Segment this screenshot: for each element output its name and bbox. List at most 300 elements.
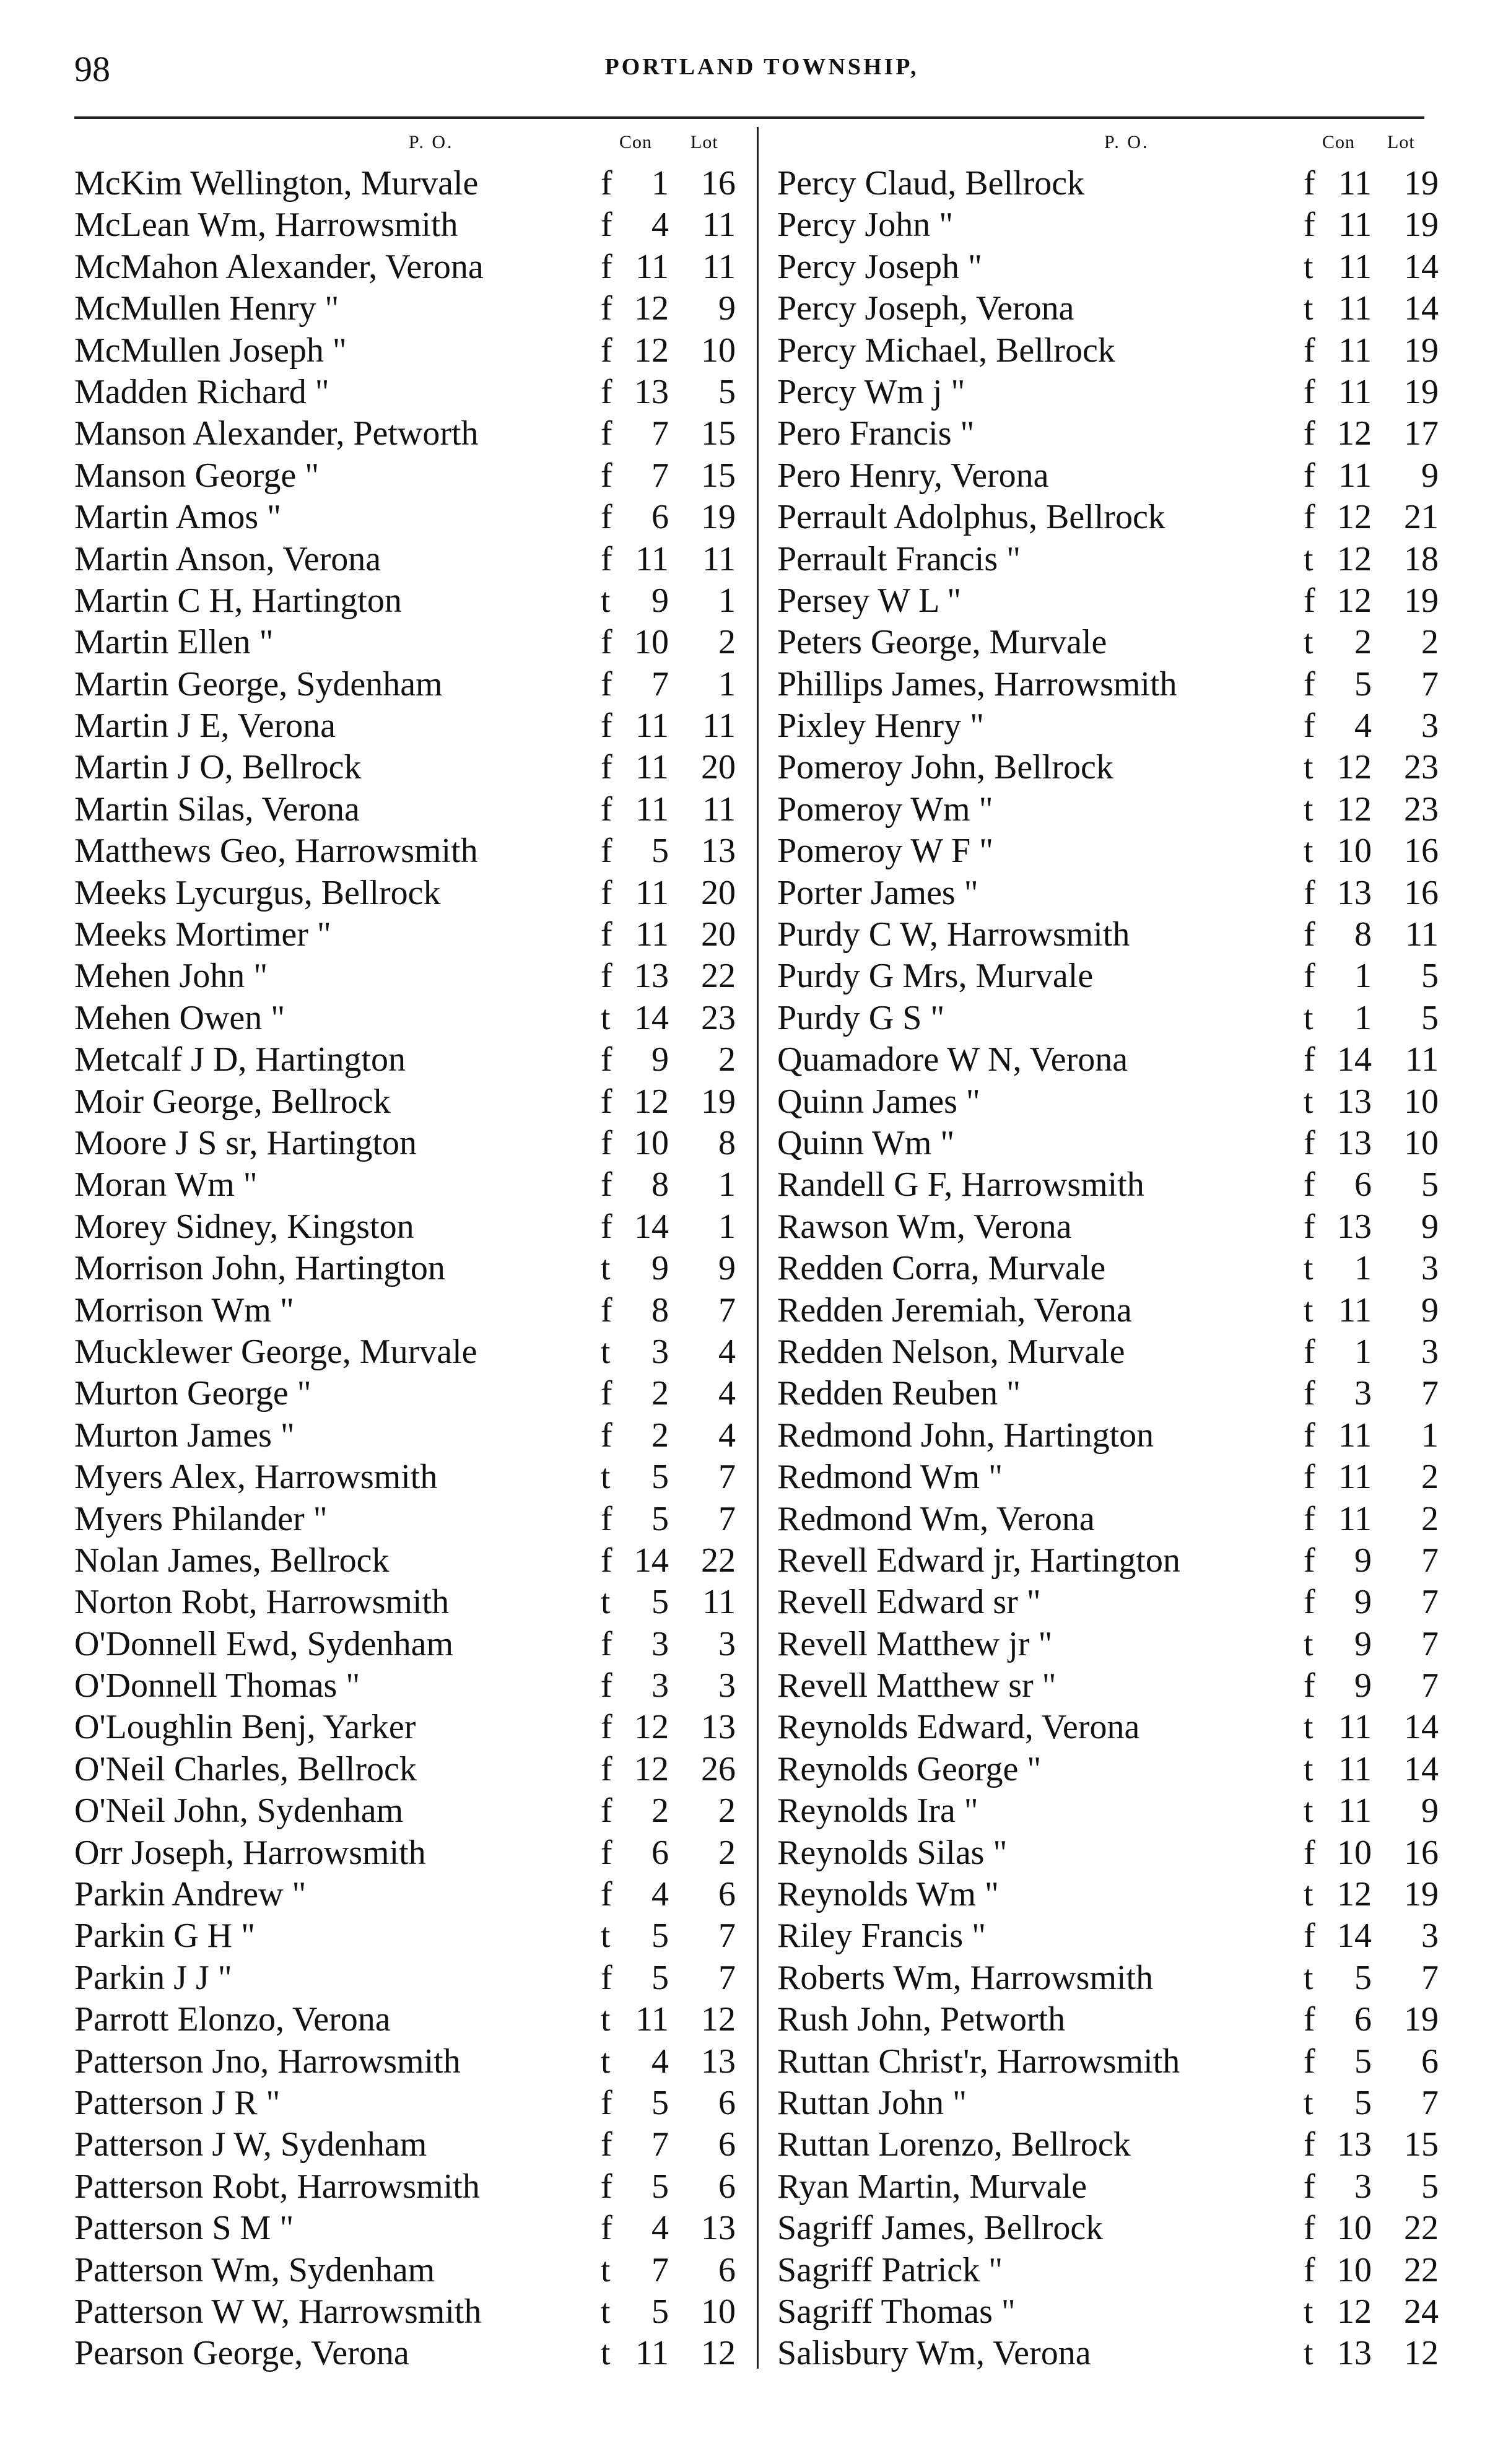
directory-entry [74,1081,746,1123]
entry-name: Martin J E, Verona [74,707,336,746]
tenure-code: t [601,1332,611,1371]
concession-number: 5 [651,2167,669,2206]
directory-entry [777,1373,1443,1414]
lot-number: 15 [1404,2125,1439,2164]
lot-number: 11 [702,539,736,578]
concession-number: 2 [651,1374,669,1413]
concession-number: 11 [1338,289,1372,328]
lot-number: 22 [701,957,736,996]
concession-number: 12 [1337,1875,1372,1914]
concession-number: 7 [651,456,669,495]
concession-number: 3 [1354,1374,1372,1413]
lot-number: 19 [1404,1875,1439,1914]
lot-number: 11 [702,790,736,829]
lot-number: 10 [701,331,736,370]
entry-name: O'Neil Charles, Bellrock [74,1749,417,1788]
directory-entry [777,539,1443,580]
lot-number: 13 [701,2209,736,2248]
directory-entry [74,1164,746,1206]
directory-entry [777,1499,1443,1540]
directory-entry [777,1039,1443,1081]
lot-number: 19 [701,1082,736,1121]
lot-number: 1 [718,1165,736,1204]
directory-entry [777,1915,1443,1957]
concession-number: 6 [1354,2000,1372,2039]
tenure-code: f [1304,1541,1315,1580]
concession-number: 5 [651,2292,669,2331]
concession-number: 11 [635,748,669,787]
entry-name: Reynolds Edward, Verona [777,1708,1140,1747]
lot-number: 9 [1421,1207,1439,1246]
entry-name: Parrott Elonzo, Verona [74,2000,391,2039]
entry-name: Redmond Wm " [777,1458,1003,1497]
tenure-code: f [601,1082,612,1121]
lot-number: 10 [1404,1123,1439,1162]
directory-entry [777,2333,1443,2374]
directory-entry [777,1707,1443,1748]
lot-number: 19 [701,498,736,537]
directory-entry [74,497,746,538]
entry-name: Reynolds Silas " [777,1833,1008,1872]
directory-entry [777,1999,1443,2040]
concession-number: 1 [1354,1249,1372,1288]
directory-entry [74,705,746,747]
entry-name: Patterson Wm, Sydenham [74,2250,435,2289]
tenure-code: f [1304,1458,1315,1497]
concession-number: 9 [1354,1666,1372,1705]
tenure-code: t [1304,2292,1313,2331]
lot-number: 20 [701,748,736,787]
entry-name: Pero Francis " [777,414,975,453]
directory-entry [74,1832,746,1874]
lot-number: 14 [1404,1708,1439,1747]
left-column-header [74,127,746,163]
concession-number: 14 [1337,1040,1372,1079]
tenure-code: f [601,247,612,286]
entry-name: Martin J O, Bellrock [74,748,362,787]
tenure-code: f [601,832,612,871]
concession-number: 7 [651,2250,669,2289]
lot-number: 11 [702,707,736,746]
entry-name: O'Donnell Thomas " [74,1666,360,1705]
directory-entry [777,1123,1443,1164]
lot-number: 6 [718,1875,736,1914]
entry-name: Redmond Wm, Verona [777,1499,1095,1538]
tenure-code: f [601,623,612,662]
concession-number: 4 [651,1875,669,1914]
tenure-code: f [601,1958,612,1997]
tenure-code: f [1304,2000,1315,2039]
directory-entry [74,2333,746,2374]
entry-name: Martin C H, Hartington [74,581,402,620]
directory-entry [777,830,1443,872]
concession-number: 6 [651,1833,669,1872]
directory-entry [74,1415,746,1456]
directory-entry [777,1832,1443,1874]
directory-entry [74,830,746,872]
concession-number: 12 [634,331,669,370]
entry-name: Revell Matthew jr " [777,1624,1053,1663]
tenure-code: f [601,1791,612,1831]
concession-number: 7 [651,2125,669,2164]
directory-entry [777,204,1443,246]
tenure-code: t [1304,1082,1313,1121]
lot-number: 23 [1404,748,1439,787]
directory-entry [777,2166,1443,2208]
tenure-code: f [1304,707,1315,746]
directory-entry [74,1707,746,1748]
concession-number: 12 [1337,498,1372,537]
entry-name: Patterson S M " [74,2209,294,2248]
directory-entry [777,2041,1443,2083]
lot-number: 9 [1421,1291,1439,1330]
entry-name: Purdy C W, Harrowsmith [777,915,1130,954]
entry-name: Meeks Lycurgus, Bellrock [74,873,441,912]
concession-number: 11 [1338,456,1372,495]
lot-number: 11 [1405,915,1439,954]
concession-number: 12 [1337,748,1372,787]
directory-entry [777,288,1443,329]
directory-entry [74,1665,746,1707]
directory-entry [74,873,746,914]
directory-entry [777,1290,1443,1331]
directory-entry [74,1790,746,1832]
entry-name: Meeks Mortimer " [74,915,331,954]
tenure-code: t [1304,1624,1313,1663]
concession-number: 5 [651,1917,669,1956]
entry-name: Percy Joseph, Verona [777,289,1074,328]
concession-number: 13 [1337,873,1372,912]
directory-entry [777,914,1443,956]
directory-entry [74,455,746,497]
entry-name: Purdy G Mrs, Murvale [777,957,1094,996]
concession-number: 11 [635,707,669,746]
concession-number: 10 [1337,2250,1372,2289]
concession-number: 2 [651,1791,669,1831]
entry-name: Mehen Owen " [74,998,285,1037]
concession-number: 7 [651,664,669,703]
entry-name: Pero Henry, Verona [777,456,1049,495]
tenure-code: f [601,1833,612,1872]
entry-name: Morrison Wm " [74,1291,294,1330]
directory-entry [74,2208,746,2249]
lot-number: 21 [1404,498,1439,537]
tenure-code: f [601,748,612,787]
concession-number: 3 [651,1666,669,1705]
tenure-code: f [1304,957,1315,996]
directory-entry [777,1540,1443,1582]
concession-number: 5 [651,832,669,871]
directory-entry [74,622,746,663]
entry-name: Ruttan Christ'r, Harrowsmith [777,2042,1180,2081]
lot-number: 9 [718,1249,736,1288]
tenure-code: t [601,2250,611,2289]
directory-entry [777,1665,1443,1707]
directory-entry [74,330,746,372]
tenure-code: f [1304,1917,1315,1956]
con-header: Con [619,132,653,152]
directory-entry [74,1624,746,1665]
lot-number: 20 [701,915,736,954]
concession-number: 9 [1354,1624,1372,1663]
tenure-code: f [601,414,612,453]
lot-number: 11 [1405,1040,1439,1079]
lot-number: 23 [1404,790,1439,829]
entry-name: Morey Sidney, Kingston [74,1207,414,1246]
lot-number: 19 [1404,164,1439,202]
directory-entry [74,664,746,705]
lot-number: 13 [701,2042,736,2081]
lot-number: 2 [718,623,736,662]
lot-number: 6 [718,2250,736,2289]
tenure-code: t [1304,1291,1313,1330]
concession-number: 13 [1337,1082,1372,1121]
concession-number: 7 [651,414,669,453]
directory-entry [74,1456,746,1498]
lot-number: 5 [718,372,736,411]
directory-entry [777,1248,1443,1289]
tenure-code: t [1304,790,1313,829]
entry-name: Peters George, Murvale [777,623,1107,662]
concession-number: 5 [1354,664,1372,703]
tenure-code: f [601,1541,612,1580]
entry-name: Redden Reuben " [777,1374,1021,1413]
tenure-code: t [1304,1249,1313,1288]
lot-number: 15 [701,456,736,495]
tenure-code: f [601,289,612,328]
entry-name: Manson George " [74,456,320,495]
entry-name: Phillips James, Harrowsmith [777,664,1177,703]
lot-header: Lot [691,132,718,152]
concession-number: 12 [634,289,669,328]
entry-name: Quinn James " [777,1082,980,1121]
entry-name: Revell Edward sr " [777,1583,1041,1622]
lot-number: 7 [1421,2083,1439,2122]
directory-entry [777,1749,1443,1790]
concession-number: 11 [1338,372,1372,411]
lot-number: 7 [1421,1541,1439,1580]
entry-name: O'Donnell Ewd, Sydenham [74,1624,454,1663]
left-entries [74,163,746,2375]
directory-entry [777,1331,1443,1373]
lot-number: 19 [1404,331,1439,370]
lot-number: 9 [718,289,736,328]
tenure-code: f [601,1499,612,1538]
right-entries [777,163,1443,2375]
lot-number: 3 [1421,1332,1439,1371]
entry-name: Murton James " [74,1416,295,1455]
concession-number: 12 [634,1749,669,1788]
lot-number: 2 [718,1833,736,1872]
tenure-code: f [1304,456,1315,495]
tenure-code: t [601,2000,611,2039]
concession-number: 5 [651,2083,669,2122]
concession-number: 9 [1354,1541,1372,1580]
tenure-code: f [1304,1833,1315,1872]
concession-number: 13 [634,957,669,996]
directory-entry [777,1790,1443,1832]
lot-number: 3 [1421,707,1439,746]
lot-number: 13 [701,832,736,871]
concession-number: 3 [1354,2167,1372,2206]
entry-name: Perrault Francis " [777,539,1021,578]
lot-number: 14 [1404,289,1439,328]
directory-entry [777,1164,1443,1206]
entry-name: Mehen John " [74,957,268,996]
lot-number: 14 [1404,247,1439,286]
tenure-code: f [1304,1499,1315,1538]
concession-number: 11 [1338,1749,1372,1788]
tenure-code: t [601,1583,611,1622]
lot-number: 4 [718,1332,736,1371]
lot-number: 7 [718,1291,736,1330]
tenure-code: f [601,372,612,411]
entry-name: Martin Ellen " [74,623,274,662]
tenure-code: t [1304,1749,1313,1788]
lot-number: 19 [1404,581,1439,620]
tenure-code: t [1304,1958,1313,1997]
tenure-code: t [601,1249,611,1288]
lot-number: 15 [701,414,736,453]
right-column-header [777,127,1443,163]
tenure-code: t [1304,247,1313,286]
lot-number: 9 [1421,456,1439,495]
tenure-code: f [1304,372,1315,411]
directory-entry [74,914,746,956]
lot-number: 19 [1404,2000,1439,2039]
concession-number: 11 [1338,331,1372,370]
tenure-code: t [1304,2334,1313,2373]
directory-entry [777,497,1443,538]
tenure-code: t [601,2042,611,2081]
concession-number: 11 [1338,1458,1372,1497]
tenure-code: f [601,164,612,202]
directory-entry [777,2124,1443,2166]
entry-name: Patterson Jno, Harrowsmith [74,2042,461,2081]
entry-name: McLean Wm, Harrowsmith [74,206,458,245]
entry-name: Parkin G H " [74,1917,255,1956]
directory-entry [74,747,746,788]
lot-number: 1 [718,664,736,703]
concession-number: 11 [635,790,669,829]
concession-number: 1 [1354,1332,1372,1371]
directory-entry [74,956,746,997]
concession-number: 5 [1354,2042,1372,2081]
tenure-code: t [601,998,611,1037]
directory-entry [777,1624,1443,1665]
concession-number: 13 [1337,1123,1372,1162]
lot-number: 24 [1404,2292,1439,2331]
tenure-code: f [1304,2167,1315,2206]
concession-number: 6 [651,498,669,537]
tenure-code: t [1304,998,1313,1037]
concession-number: 12 [634,1708,669,1747]
concession-number: 3 [651,1332,669,1371]
lot-number: 1 [718,1207,736,1246]
tenure-code: t [1304,1708,1313,1747]
tenure-code: f [601,1374,612,1413]
lot-number: 12 [701,2334,736,2373]
entry-name: Pomeroy W F " [777,832,994,871]
entry-name: Sagriff Patrick " [777,2250,1003,2289]
concession-number: 9 [651,1040,669,1079]
concession-number: 5 [651,1958,669,1997]
directory-entry [777,2291,1443,2333]
concession-number: 11 [1338,1791,1372,1831]
directory-entry [777,455,1443,497]
entry-name: Reynolds George " [777,1749,1042,1788]
directory-entry [777,413,1443,455]
concession-number: 3 [651,1624,669,1663]
concession-number: 2 [651,1416,669,1455]
concession-number: 1 [651,164,669,202]
concession-number: 14 [634,1207,669,1246]
entry-name: Percy Wm j " [777,372,965,411]
concession-number: 8 [651,1291,669,1330]
concession-number: 11 [635,539,669,578]
lot-number: 2 [718,1040,736,1079]
concession-number: 11 [1338,1499,1372,1538]
lot-number: 5 [1421,2167,1439,2206]
tenure-code: t [1304,748,1313,787]
entry-name: Rawson Wm, Verona [777,1207,1072,1246]
tenure-code: f [1304,1165,1315,1204]
tenure-code: t [1304,289,1313,328]
concession-number: 12 [1337,790,1372,829]
tenure-code: t [1304,539,1313,578]
entry-name: Redden Corra, Murvale [777,1249,1106,1288]
tenure-code: t [601,581,611,620]
entry-name: Myers Alex, Harrowsmith [74,1458,438,1497]
lot-number: 12 [1404,2334,1439,2373]
tenure-code: f [601,664,612,703]
directory-entry [74,1874,746,1915]
entry-name: Riley Francis " [777,1917,987,1956]
entry-name: Martin Anson, Verona [74,539,381,578]
lot-number: 2 [718,1791,736,1831]
directory-entry [74,2250,746,2291]
tenure-code: f [601,2209,612,2248]
concession-number: 2 [1354,623,1372,662]
directory-entry [74,1290,746,1331]
concession-number: 9 [1354,1583,1372,1622]
lot-header: Lot [1387,132,1415,152]
directory-entry [777,956,1443,997]
tenure-code: f [1304,1123,1315,1162]
entry-name: Roberts Wm, Harrowsmith [777,1958,1154,1997]
directory-entry [74,372,746,413]
entry-name: McMullen Henry " [74,289,339,328]
lot-number: 7 [1421,1624,1439,1663]
lot-number: 7 [1421,1583,1439,1622]
tenure-code: t [1304,1791,1313,1831]
lot-number: 18 [1404,539,1439,578]
page-header [74,48,1449,98]
tenure-code: t [601,2292,611,2331]
tenure-code: f [601,915,612,954]
entry-name: O'Loughlin Benj, Yarker [74,1708,416,1747]
directory-entry [777,330,1443,372]
tenure-code: t [1304,1875,1313,1914]
entry-name: Revell Matthew sr " [777,1666,1056,1705]
directory-entry [74,789,746,830]
entry-name: Randell G F, Harrowsmith [777,1165,1144,1204]
tenure-code: f [1304,2250,1315,2289]
tenure-code: f [1304,206,1315,245]
entry-name: Mucklewer George, Murvale [74,1332,477,1371]
tenure-code: f [601,2125,612,2164]
entry-name: Redden Jeremiah, Verona [777,1291,1132,1330]
